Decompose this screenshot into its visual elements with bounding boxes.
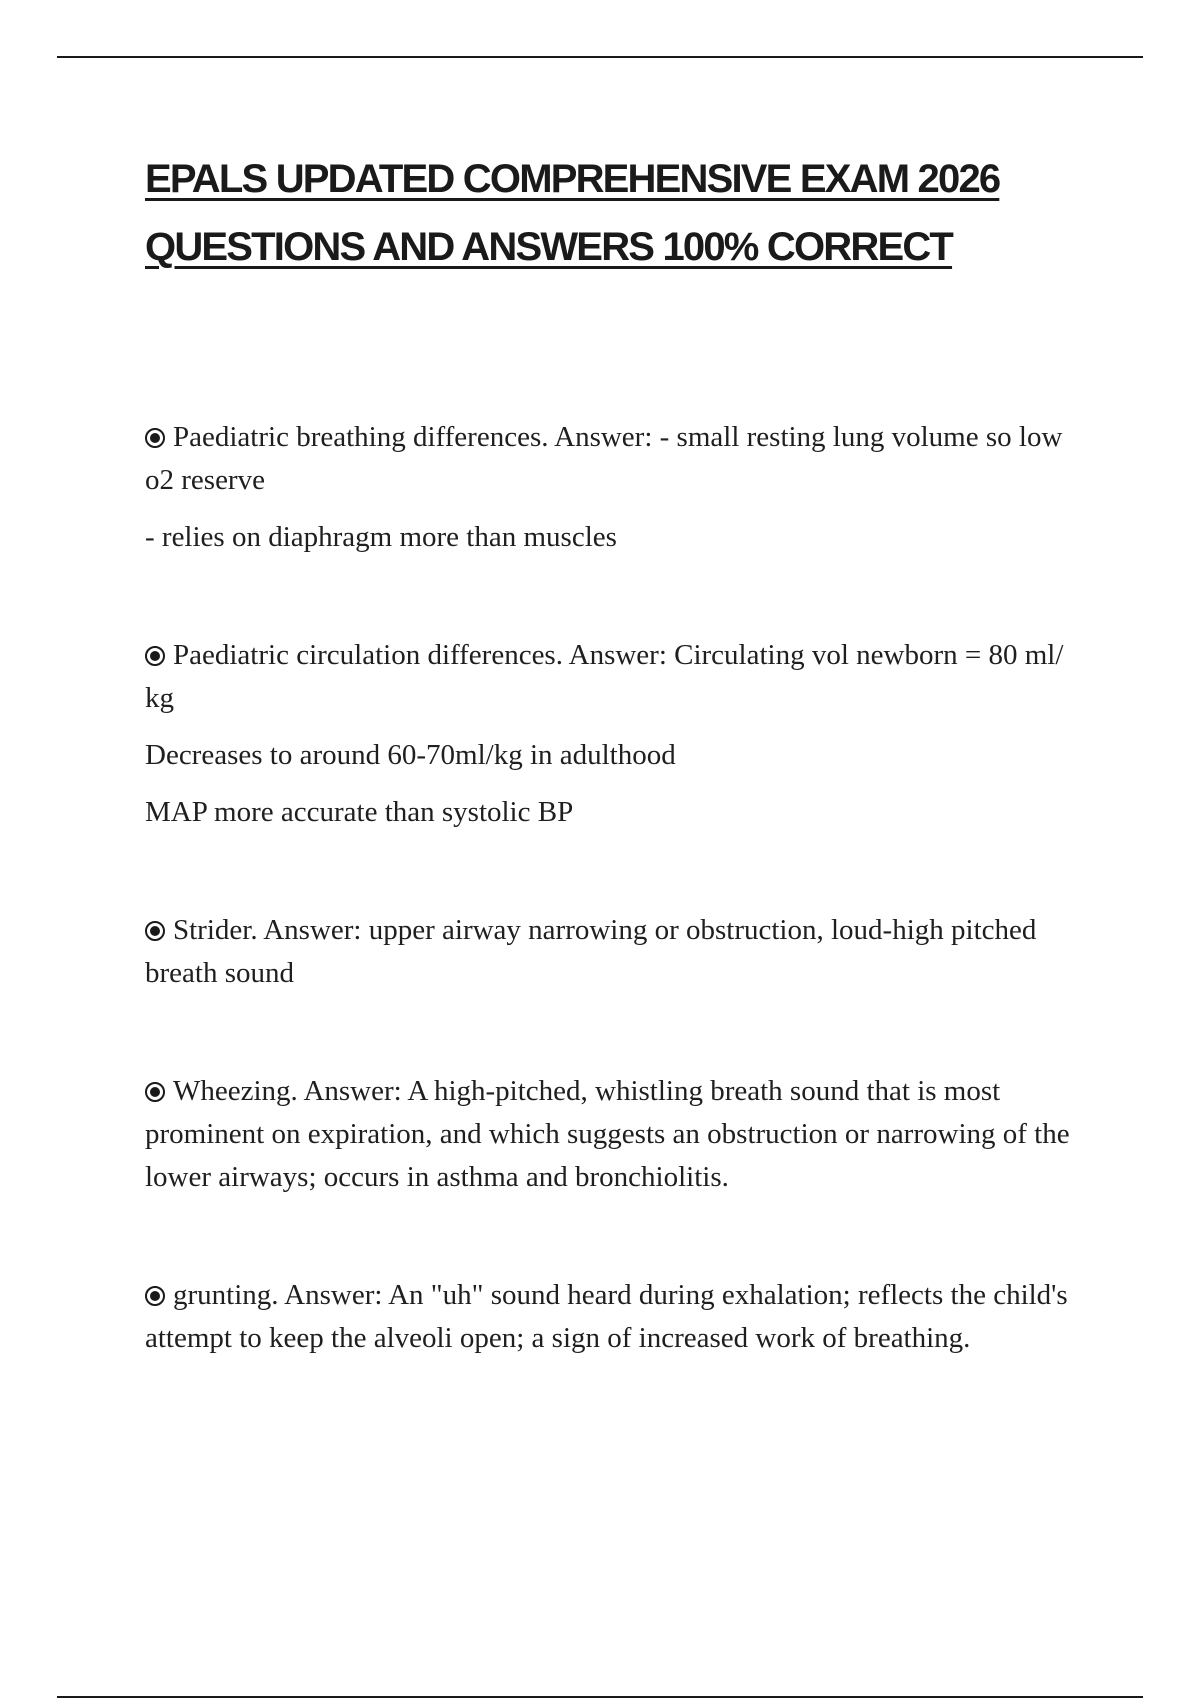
radio-bullet-icon — [145, 1286, 165, 1306]
title-line-1: EPALS UPDATED COMPREHENSIVE EXAM 2026 — [145, 157, 1000, 201]
qa-question — [145, 634, 1085, 720]
qa-question — [145, 416, 1085, 502]
qa-item-circulation — [145, 634, 1085, 834]
radio-bullet-icon — [145, 921, 165, 941]
qa-question-text: Paediatric breathing differences. Answer: - small resting lung volume so low o2 reserve — [145, 421, 1063, 496]
radio-bullet-icon — [145, 428, 165, 448]
radio-bullet-icon — [145, 646, 165, 666]
qa-list — [145, 416, 1085, 1435]
qa-question-text: Wheezing. Answer: A high-pitched, whistling breath sound that is most prominent on expiration, and which suggests an obstruction or narrowing of the lower airways; occurs in asthma and bronchiolitis. — [145, 1075, 1070, 1193]
qa-item-grunting — [145, 1274, 1085, 1360]
qa-answer-line: MAP more accurate than systolic BP — [145, 796, 574, 828]
qa-question-text: grunting. Answer: An "uh" sound heard during exhalation; reflects the child's attempt to keep the alveoli open; a sign of increased work of breathing. — [145, 1279, 1068, 1354]
qa-question — [145, 1274, 1085, 1360]
title-line-2: QUESTIONS AND ANSWERS 100% CORRECT — [145, 225, 953, 269]
qa-question — [145, 1070, 1085, 1199]
header-rule — [57, 56, 1143, 58]
radio-bullet-icon — [145, 1082, 165, 1102]
page-title — [145, 145, 1105, 281]
footer-rule — [57, 1696, 1143, 1698]
qa-item-wheezing — [145, 1070, 1085, 1199]
qa-question — [145, 909, 1085, 995]
qa-item-breathing — [145, 416, 1085, 559]
qa-item-strider — [145, 909, 1085, 995]
qa-answer-line: Decreases to around 60-70ml/kg in adulthood — [145, 739, 676, 771]
qa-question-text: Strider. Answer: upper airway narrowing or obstruction, loud-high pitched breath sound — [145, 914, 1037, 989]
qa-question-text: Paediatric circulation differences. Answer: Circulating vol newborn = 80 ml/ kg — [145, 639, 1064, 714]
qa-answer-line: - relies on diaphragm more than muscles — [145, 521, 617, 553]
